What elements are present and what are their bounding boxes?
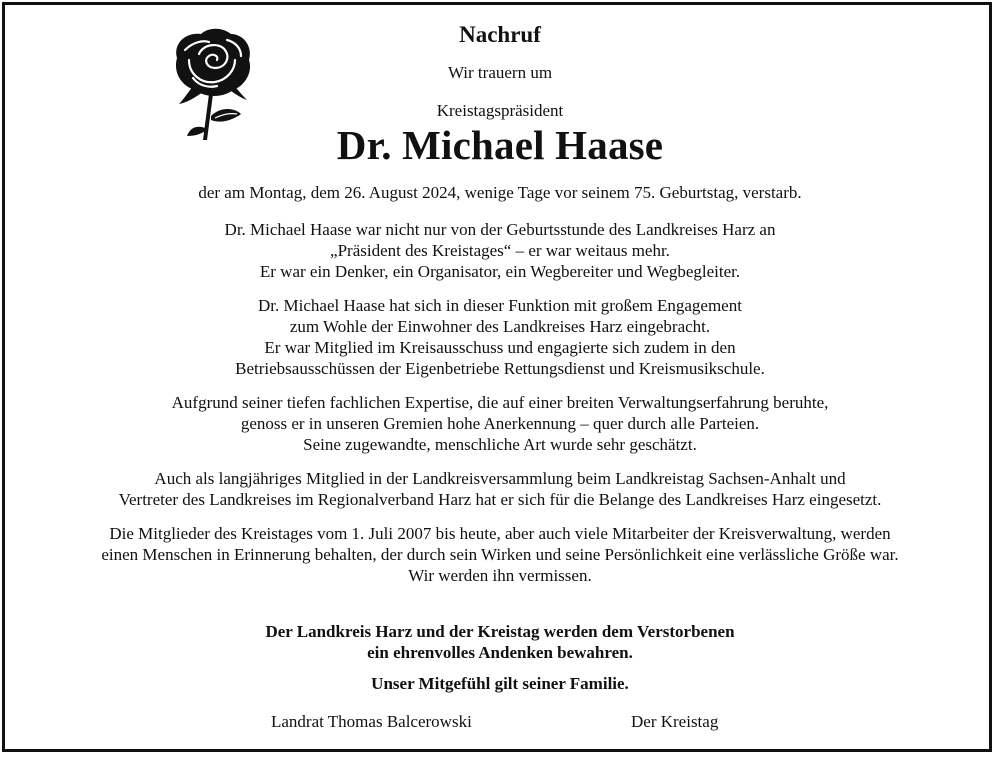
paragraph-engagement — [20, 295, 980, 379]
signature-district-council: Der Kreistag — [631, 712, 719, 731]
condolence-line: Unser Mitgefühl gilt seiner Familie. — [371, 674, 629, 693]
text-line: Er war ein Denker, ein Organisator, ein Wegbereiter und Wegbegleiter. — [259, 262, 741, 281]
text-line: Dr. Michael Haase war nicht nur von der Geburtsstunde des Landkreises Harz an — [224, 220, 776, 239]
deceased-position: Kreistagspräsident — [436, 101, 564, 120]
death-line: der am Montag, dem 26. August 2024, wenige Tage vor seinem 75. Geburtstag, verstarb. — [198, 183, 802, 202]
paragraph-expertise — [20, 392, 980, 455]
text-line: Aufgrund seiner tiefen fachlichen Expertise, die auf einer breiten Verwaltungserfahrung beruhte, — [171, 393, 829, 412]
closing-statement — [0, 621, 1000, 663]
text-line: Vertreter des Landkreises im Regionalverband Harz hat er sich für die Belange des Landkreises Harz eingesetzt. — [118, 490, 882, 509]
deceased-name: Dr. Michael Haase — [336, 122, 664, 168]
paragraph-role — [20, 219, 980, 282]
text-line: Auch als langjähriges Mitglied in der Landkreisversammlung beim Landkreistag Sachsen-Anhalt und — [154, 469, 846, 488]
text-line: genoss er in unseren Gremien hohe Anerkennung – quer durch alle Parteien. — [240, 414, 760, 433]
text-line: Betriebsausschüssen der Eigenbetriebe Rettungsdienst und Kreismusikschule. — [235, 359, 765, 378]
text-line: Die Mitglieder des Kreistages vom 1. Juli 2007 bis heute, aber auch viele Mitarbeiter der Kreisverwaltung, werden — [109, 524, 891, 543]
closing-line: Der Landkreis Harz und der Kreistag werden dem Verstorbenen — [265, 622, 735, 641]
paragraph-membership — [20, 468, 980, 510]
text-line: Seine zugewandte, menschliche Art wurde sehr geschätzt. — [303, 435, 697, 454]
text-line: Er war Mitglied im Kreisausschuss und engagierte sich zudem in den — [264, 338, 736, 357]
notice-body — [20, 182, 980, 599]
notice-heading: Nachruf — [459, 22, 541, 47]
text-line: einen Menschen in Erinnerung behalten, der durch sein Wirken und seine Persönlichkeit eine verlässliche Größe war. — [101, 545, 899, 564]
paragraph-remembrance — [20, 523, 980, 586]
text-line: Wir werden ihn vermissen. — [408, 566, 592, 585]
text-line: „Präsident des Kreistages“ – er war weitaus mehr. — [330, 241, 670, 260]
text-line: zum Wohle der Einwohner des Landkreises Harz eingebracht. — [289, 317, 711, 336]
text-line: Dr. Michael Haase hat sich in dieser Funktion mit großem Engagement — [258, 296, 742, 315]
intro-line: Wir trauern um — [447, 63, 553, 82]
signature-district-administrator: Landrat Thomas Balcerowski — [271, 712, 472, 731]
closing-line: ein ehrenvolles Andenken bewahren. — [367, 643, 633, 662]
